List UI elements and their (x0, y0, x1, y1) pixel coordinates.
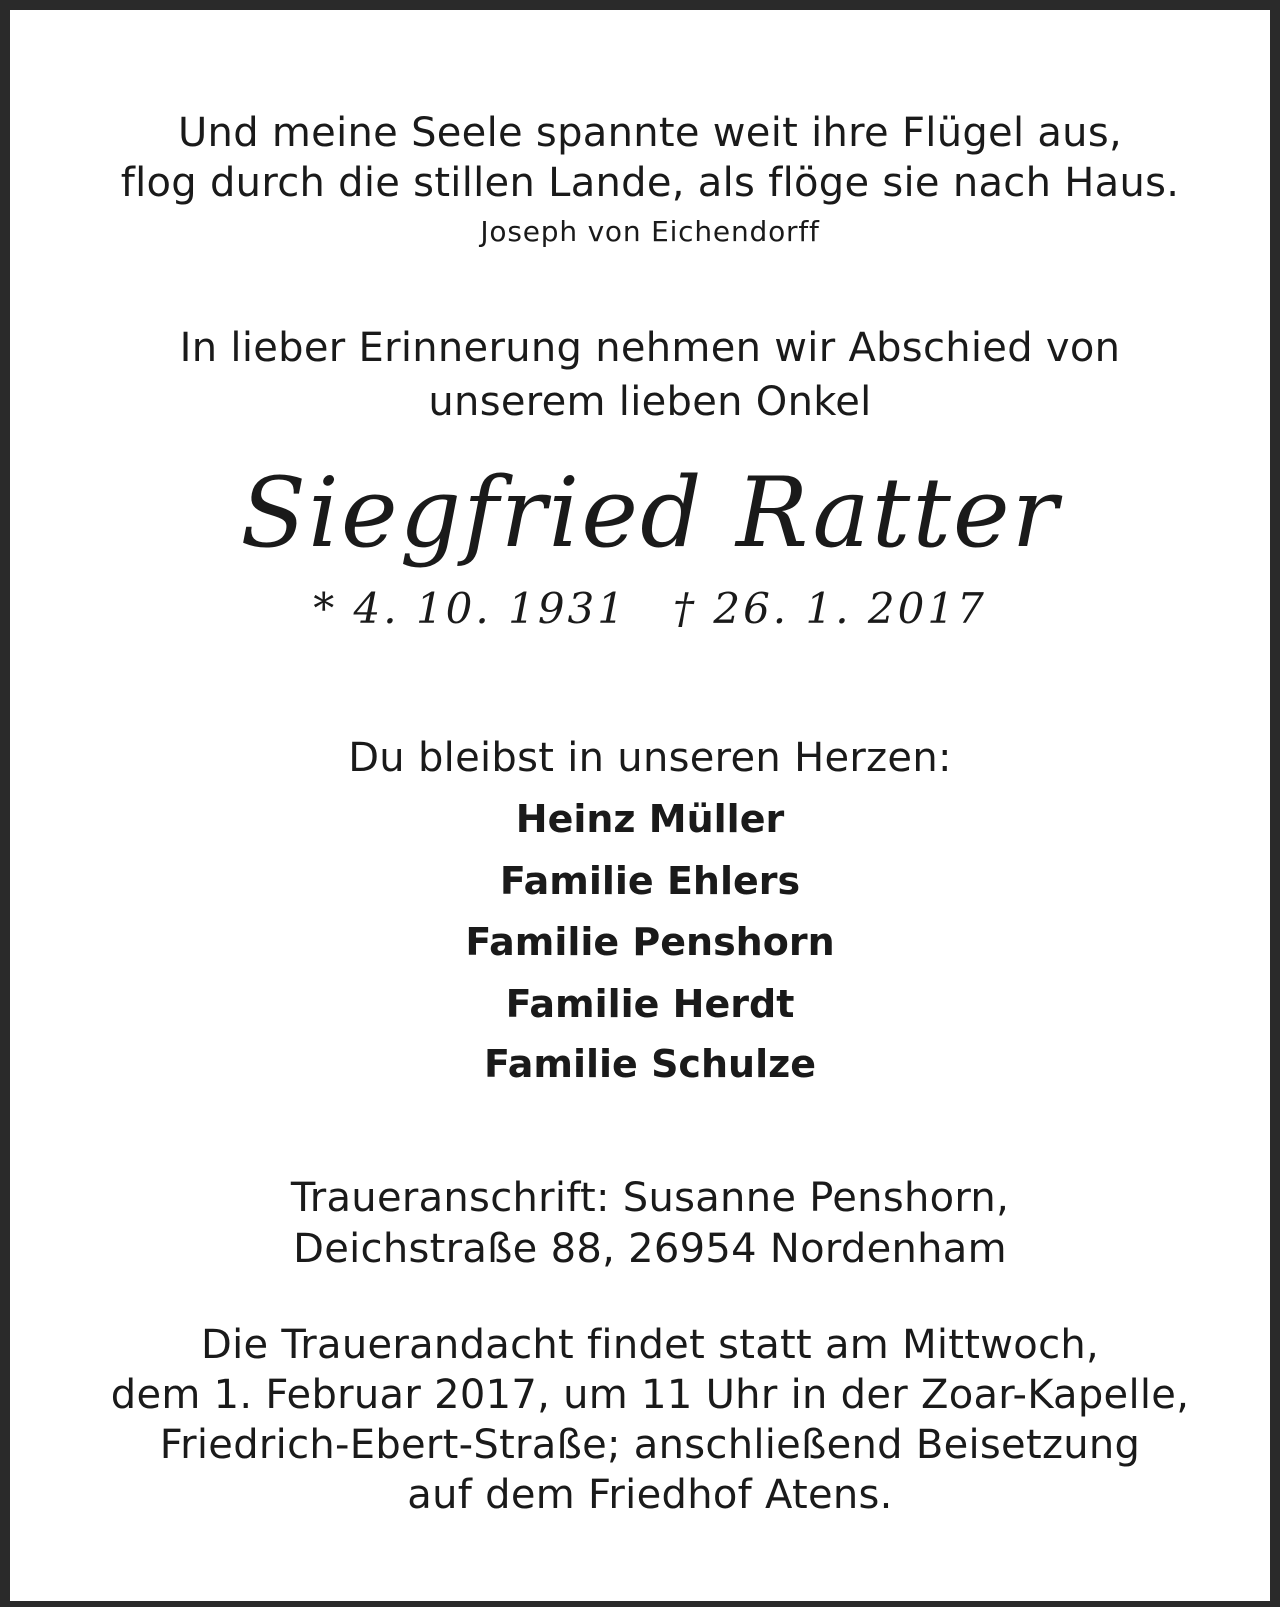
service-line-1: Die Trauerandacht findet statt am Mittwoch, (200, 1322, 1100, 1368)
birth-date: * 4. 10. 1931 (313, 584, 627, 633)
service-line-3: Friedrich-Ebert-Straße; anschließend Beisetzung (159, 1422, 1141, 1468)
service-line-4: auf dem Friedhof Atens. (407, 1472, 893, 1518)
mourners-heading: Du bleibst in unseren Herzen: (348, 735, 952, 781)
death-date: † 26. 1. 2017 (673, 584, 987, 633)
deceased-name: Siegfried Ratter (240, 457, 1060, 569)
address-line-1: Traueranschrift: Susanne Penshorn, (290, 1175, 1010, 1221)
quote-line-2: flog durch die stillen Lande, als flöge sie nach Haus. (120, 160, 1180, 206)
mourner-name: Familie Schulze (484, 1042, 816, 1086)
service-line-2: dem 1. Februar 2017, um 11 Uhr in der Zoar-Kapelle, (110, 1372, 1190, 1418)
life-dates (10, 584, 1280, 633)
quote-line-1: Und meine Seele spannte weit ihre Flügel aus, (177, 110, 1122, 156)
intro-line-2: unserem lieben Onkel (428, 379, 872, 425)
mourner-name: Familie Ehlers (499, 859, 801, 903)
mourner-name: Familie Herdt (505, 982, 795, 1026)
intro-line-1: In lieber Erinnerung nehmen wir Abschied von (179, 325, 1121, 371)
quote-author: Joseph von Eichendorff (480, 215, 820, 248)
mourner-name: Familie Penshorn (465, 920, 835, 964)
mourner-name: Heinz Müller (515, 797, 785, 841)
address-line-2: Deichstraße 88, 26954 Nordenham (293, 1226, 1007, 1272)
